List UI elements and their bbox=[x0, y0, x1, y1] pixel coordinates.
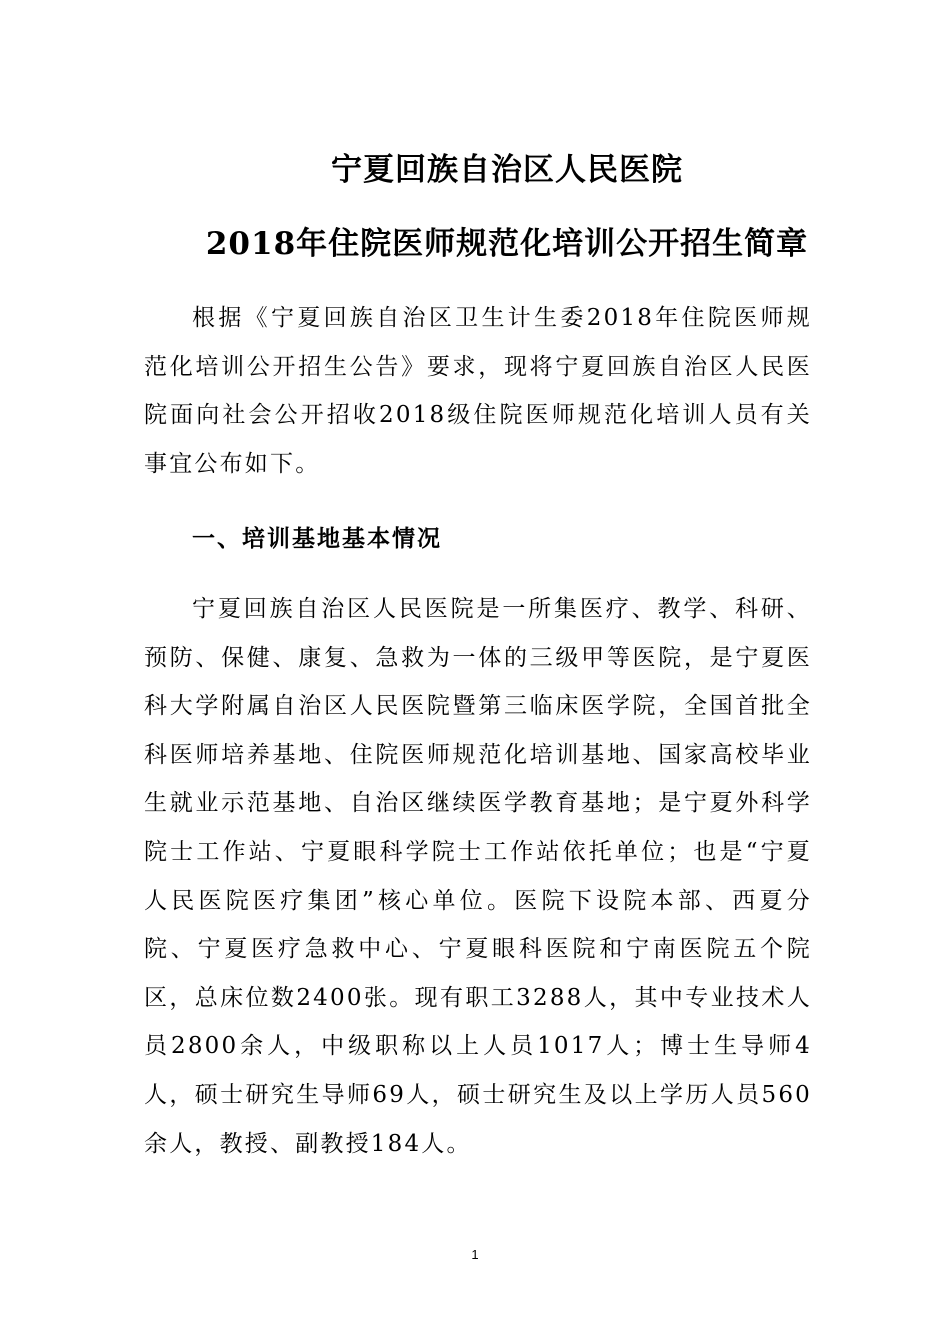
intro-paragraph: 根据《宁夏回族自治区卫生计生委2018年住院医师规范化培训公开招生公告》要求，现将宁夏回族自治区人民医院面向社会公开招收2018级住院医师规范化培训人员有关事宜公布如下。 bbox=[144, 305, 812, 477]
page-number: 1 bbox=[471, 1247, 479, 1262]
section-1-paragraph: 宁夏回族自治区人民医院是一所集医疗、教学、科研、预防、保健、康复、急救为一体的三级甲等医院，是宁夏医科大学附属自治区人民医院暨第三临床医学院，全国首批全科医师培养基地、住院医师规范化培训基地、国家高校毕业生就业示范基地、自治区继续医学教育基地；是宁夏外科学院士工作站、宁夏眼科学院士工作站依托单位；也是“宁夏人民医院医疗集团”核心单位。医院下设院本部、西夏分院、宁夏医疗急救中心、宁夏眼科医院和宁南医院五个院区，总床位数2400张。现有职工3288人，其中专业技术人员2800余人，中级职称以上人员1017人；博士生导师4人，硕士研究生导师69人，硕士研究生及以上学历人员560余人，教授、副教授184人。 bbox=[144, 596, 812, 1157]
document-title-line-2: 2018年住院医师规范化培训公开招生简章 bbox=[205, 226, 809, 262]
section-1-heading: 一、培训基地基本情况 bbox=[192, 526, 442, 552]
document-title-line-1: 宁夏回族自治区人民医院 bbox=[331, 152, 683, 188]
